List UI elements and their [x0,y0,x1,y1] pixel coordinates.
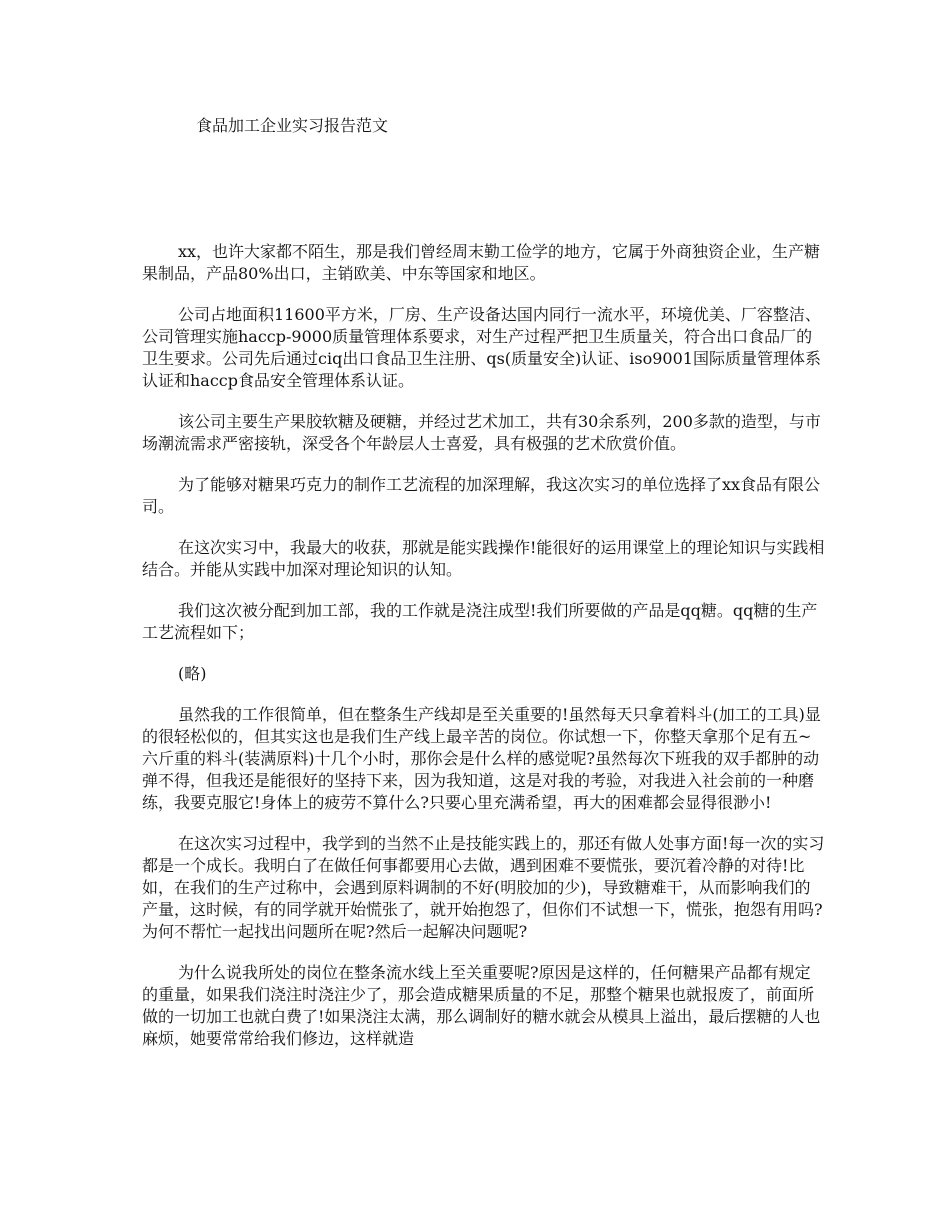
document-body [142,241,826,1069]
document-title: 食品加工企业实习报告范文 [196,116,389,135]
paragraph-work-hardship: 虽然我的工作很简单，但在整条生产线却是至关重要的!虽然每天只拿着料斗(加工的工具)显的很轻松似的，但其实这也是我们生产线上最辛苦的岗位。你试想一下，你整天拿那个足有五~六斤重的料斗(装满原料)十几个小时，那你会是什么样的感觉呢?虽然每次下班我的双手都肿的动弹不得，但我还是能很好的坚持下来，因为我知道，这是对我的考验，对我进入社会前的一种磨练，我要克服它!身体上的疲劳不算什么?只要心里充满希望，再大的困难都会显得很渺小! [142,705,821,812]
paragraph-harvest: 在这次实习中，我最大的收获，那就是能实践操作!能很好的运用课堂上的理论知识与实践相结合。并能从实践中加深对理论知识的认知。 [142,538,825,579]
paragraph-assignment: 我们这次被分配到加工部，我的工作就是浇注成型!我们所要做的产品是qq糖。qq糖的生产工艺流程如下； [142,601,818,642]
paragraph-importance: 为什么说我所处的岗位在整条流水线上至关重要呢?原因是这样的，任何糖果产品都有规定的重量，如果我们浇注时浇注少了，那会造成糖果质量的不足，那整个糖果也就报废了，前面所做的一切加工也就白费了!如果浇注太满，那么调制好的糖水就会从模具上溢出，最后摆糖的人也麻烦，她要常常给我们修边，这样就造 [142,963,821,1048]
paragraph-internship-choice: 为了能够对糖果巧克力的制作工艺流程的加深理解，我这次实习的单位选择了xx食品有限公司。 [142,475,821,516]
paragraph-company-facilities: 公司占地面积11600平方米，厂房、生产设备达国内同行一流水平，环境优美、厂容整洁、公司管理实施haccp-9000质量管理体系要求，对生产过程严把卫生质量关，符合出口食品厂的卫生要求。公司先后通过ciq出口食品卫生注册、qs(质量安全)认证、iso9001国际质量管理体系认证和haccp食品安全管理体系认证。 [142,305,821,390]
paragraph-lessons: 在这次实习过程中，我学到的当然不止是技能实践上的，那还有做人处事方面!每一次的实习都是一个成长。我明白了在做任何事都要用心去做，遇到困难不要慌张，要沉着冷静的对待!比如，在我们的生产过称中，会遇到原料调制的不好(明胶加的少)，导致糖难干，从而影响我们的产量，这时候，有的同学就开始慌张了，就开始抱怨了，但你们不试想一下，慌张，抱怨有用吗?为何不帮忙一起找出问题所在呢?然后一起解决问题呢? [142,834,825,941]
paragraph-products: 该公司主要生产果胶软糖及硬糖，并经过艺术加工，共有30余系列，200多款的造型，与市场潮流需求严密接轨，深受各个年龄层人士喜爱，具有极强的艺术欣赏价值。 [142,412,821,453]
paragraph-company-intro: xx，也许大家都不陌生，那是我们曾经周末勤工俭学的地方，它属于外商独资企业，生产糖果制品，产品80%出口，主销欧美、中东等国家和地区。 [142,242,821,283]
paragraph-omitted: (略) [178,664,207,683]
